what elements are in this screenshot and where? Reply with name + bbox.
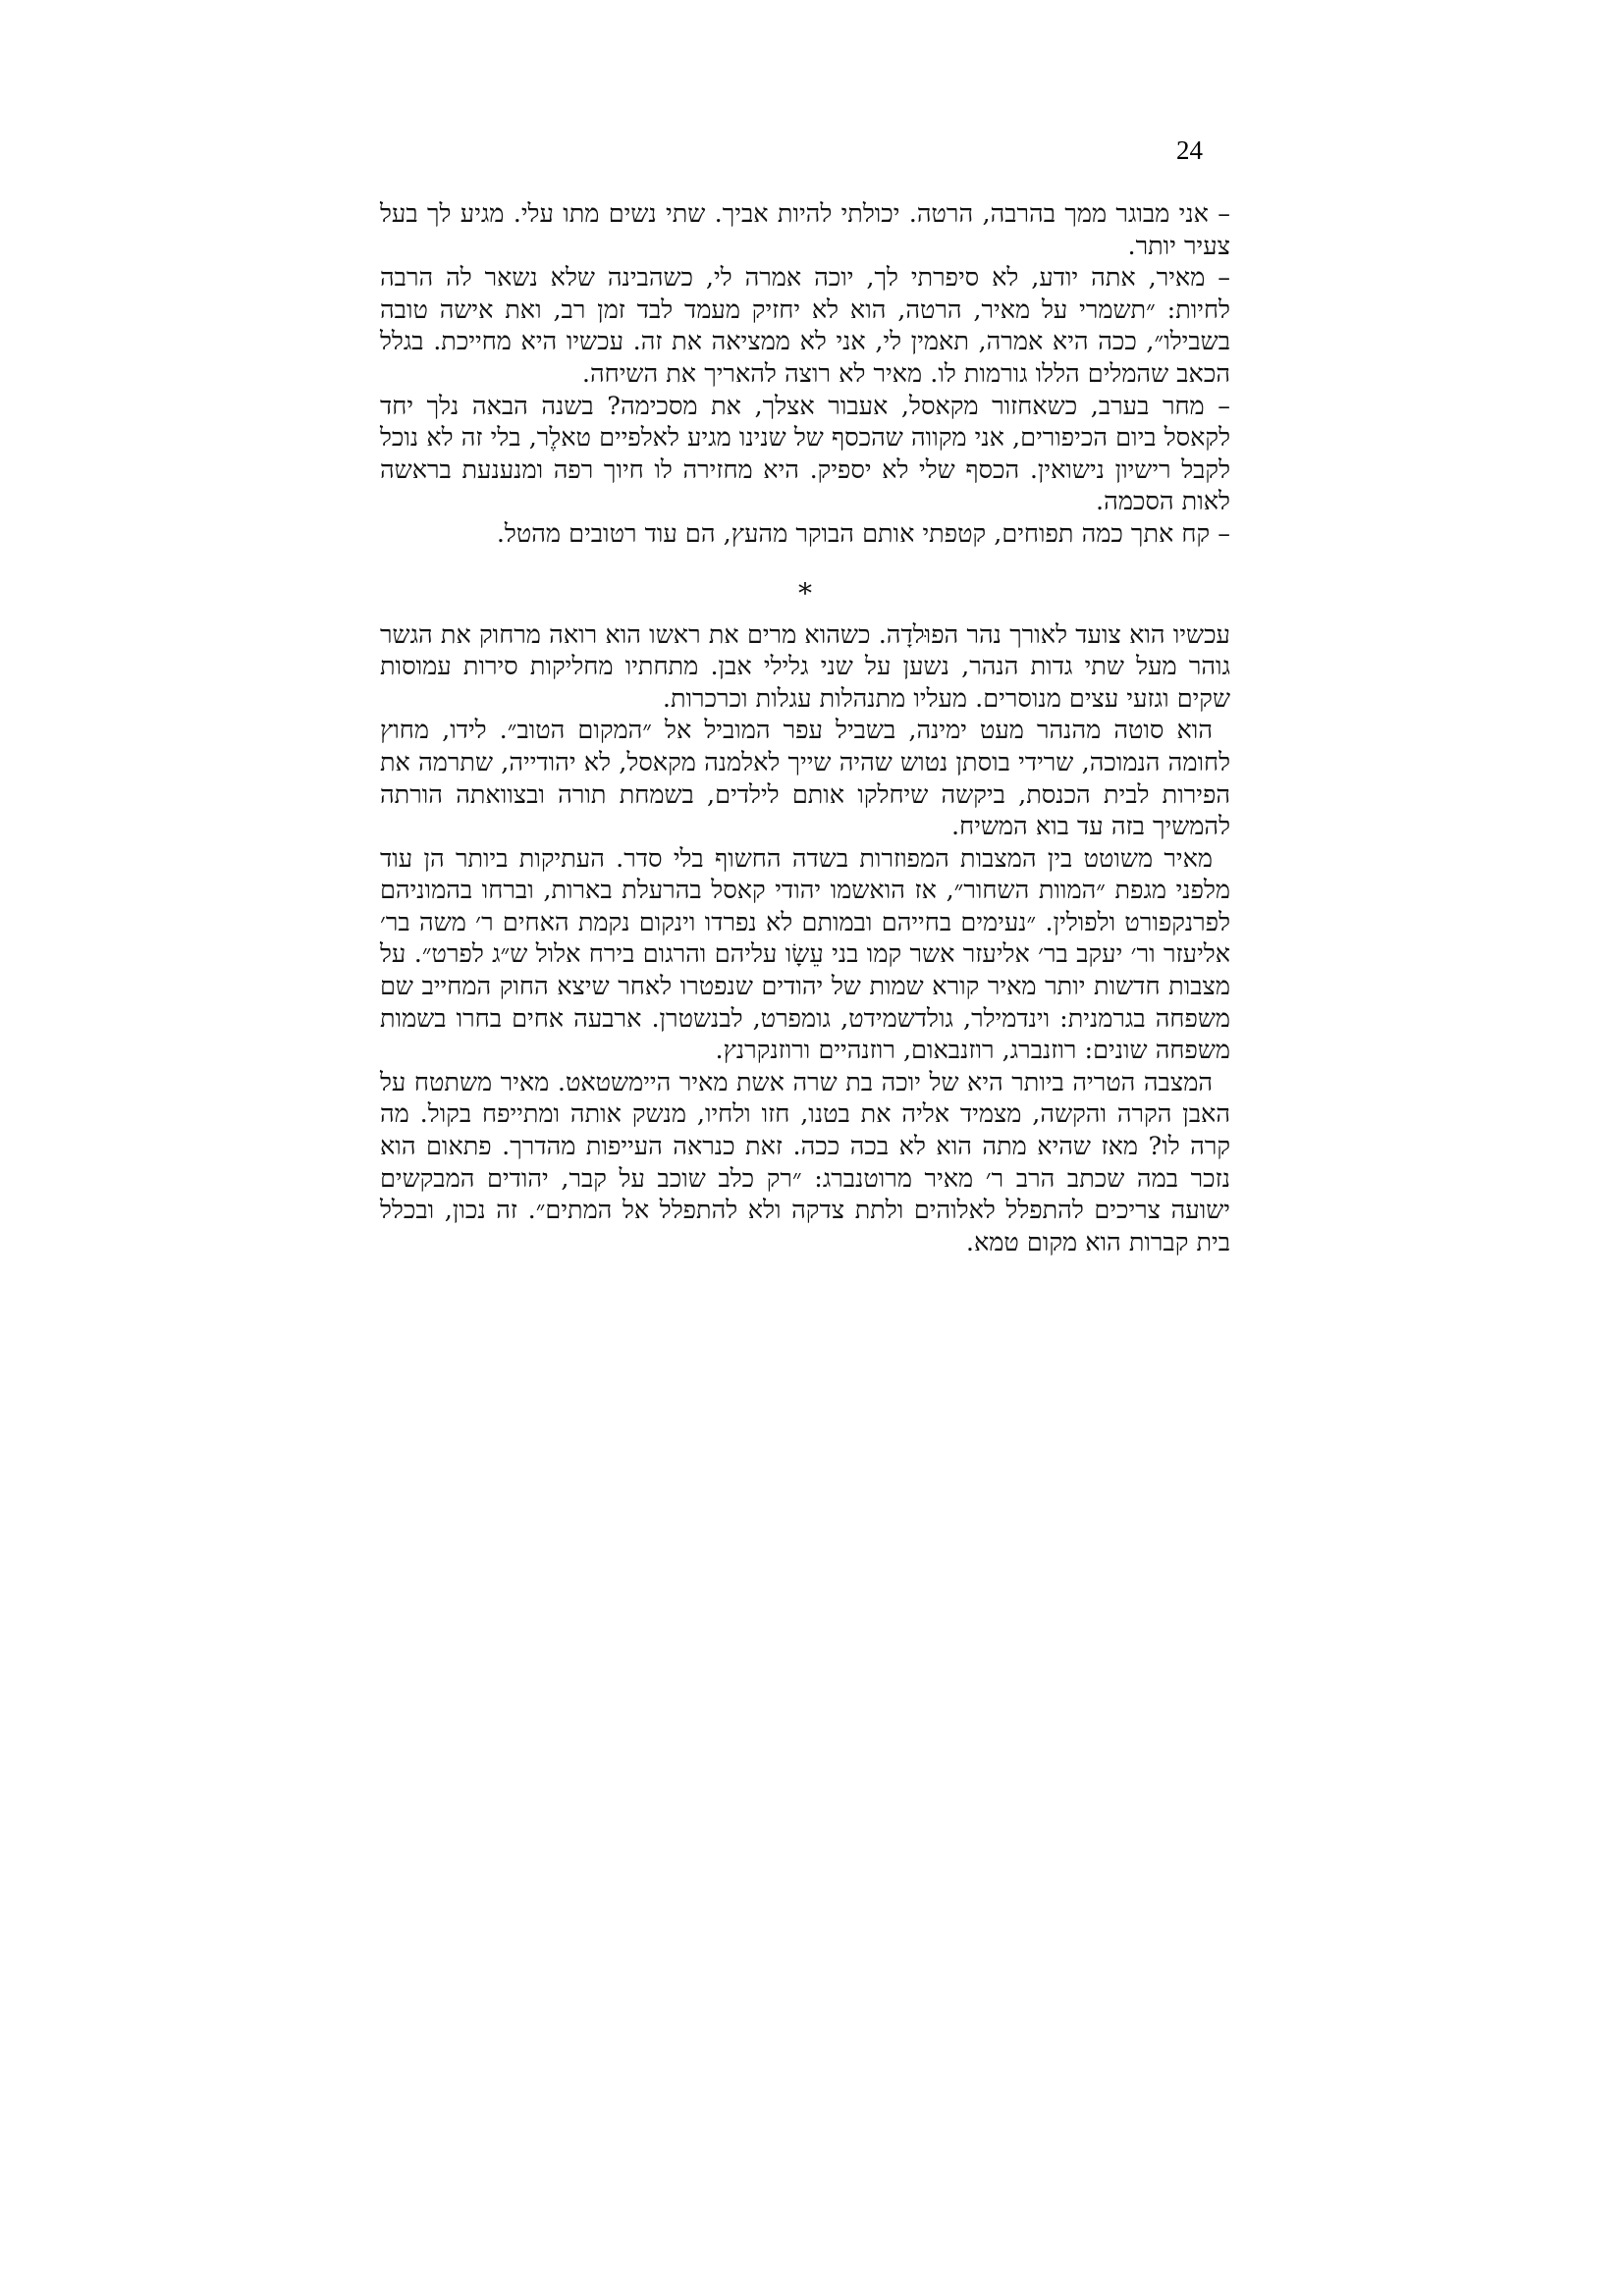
- body-paragraph: עכשיו הוא צועד לאורך נהר הפוּלדָה. כשהוא מרים את ראשו הוא רואה מרחוק את הגשר גוהר מעל שתי גדות הנהר, נשען על שני גלילי אבן. מתחתיו מחליקות סירות עמוסות שקים וגזעי עצים מנוסרים. מעליו מתנהלות עגלות וכרכרות.: [380, 619, 1230, 714]
- dialog-paragraph: – קח אתך כמה תפוחים, קטפתי אותם הבוקר מהעץ, הם עוד רטובים מהטל.: [496, 518, 1230, 549]
- section-separator: *: [798, 576, 812, 610]
- body-paragraph: מאיר משוטט בין המצבות המפוזרות בשדה החשוף בלי סדר. העתיקות ביותר הן עוד מלפני מגפת ״המוות השחור״, אז הואשמו יהודי קאסל בהרעלת בארות, וברחו בהמוניהם לפרנקפורט ולפולין. ״נעימים בחייהם ובמותם לא נפרדו וינקום נקמת האחים ר׳ משה בר׳ אליעזר ור׳ יעקב בר׳ אליעזר אשר קמו בני עֵשָׂו עליהם והרגום בירח אלול ש״ג לפרט״. על מצבות חדשות יותר מאיר קורא שמות של יהודים שנפטרו לאחר שיצא החוק המחייב שם משפחה בגרמנית: וינדמילר, גולדשמידט, גומפרט, לבנשטרן. ארבעה אחים בחרו בשמות משפחה שונים: רוזנברג, רוזנבאום, רוזנהיים ורוזנקרנץ.: [380, 843, 1230, 1066]
- dialog-paragraph: – אני מבוגר ממך בהרבה, הרטה. יכולתי להיות אביך. שתי נשים מתו עלי. מגיע לך בעל צעיר יותר.: [380, 199, 1230, 261]
- page-number: 24: [1176, 135, 1203, 165]
- body-paragraph: הוא סוטה מהנהר מעט ימינה, בשביל עפר המוביל אל ״המקום הטוב״. לידו, מחוץ לחומה הנמוכה, שרידי בוסתן נטוש שהיה שייך לאלמנה מקאסל, לא יהודייה, שתרמה את הפירות לבית הכנסת, ביקשה שיחלקו אותם לילדים, בשמחת תורה ובצוואתה הורתה להמשיך בזה עד בוא המשיח.: [380, 716, 1230, 842]
- body-paragraph: המצבה הטריה ביותר היא של יוכה בת שרה אשת מאיר היימשטאט. מאיר משתטח על האבן הקרה והקשה, מצמיד אליה את בטנו, חזו ולחיו, מנשק אותה ומתייפח בקול. מה קרה לו? מאז שהיא מתה הוא לא בכה ככה. זאת כנראה העייפות מהדרך. פתאום הוא נזכר במה שכתב הרב ר׳ מאיר מרוטנברג: ״רק כלב שוכב על קבר, יהודים המבקשים ישועה צריכים להתפלל לאלוהים ולתת צדקה ולא להתפלל אל המתים״. זה נכון, ובכלל בית קברות הוא מקום טמא.: [380, 1067, 1230, 1257]
- dialog-paragraph: – מחר בערב, כשאחזור מקאסל, אעבור אצלך, את מסכימה? בשנה הבאה נלך יחד לקאסל ביום הכיפורים, אני מקווה שהכסף של שנינו מגיע לאלפיים טאלֶר, בלי זה לא נוכל לקבל רישיון נישואין. הכסף שלי לא יספיק. היא מחזירה לו חיוך רפה ומנענעת בראשה לאות הסכמה.: [380, 391, 1230, 517]
- dialog-paragraph: – מאיר, אתה יודע, לא סיפרתי לך, יוכה אמרה לי, כשהבינה שלא נשאר לה הרבה לחיות: ״תשמרי על מאיר, הרטה, הוא לא יחזיק מעמד לבד זמן רב, ואת אישה טובה בשבילו״, ככה היא אמרה, תאמין לי, אני לא ממציאה את זה. עכשיו היא מחייכת. בגלל הכאב שהמלים הללו גורמות לו. מאיר לא רוצה להאריך את השיחה.: [380, 263, 1230, 389]
- body-text: [380, 198, 1230, 1258]
